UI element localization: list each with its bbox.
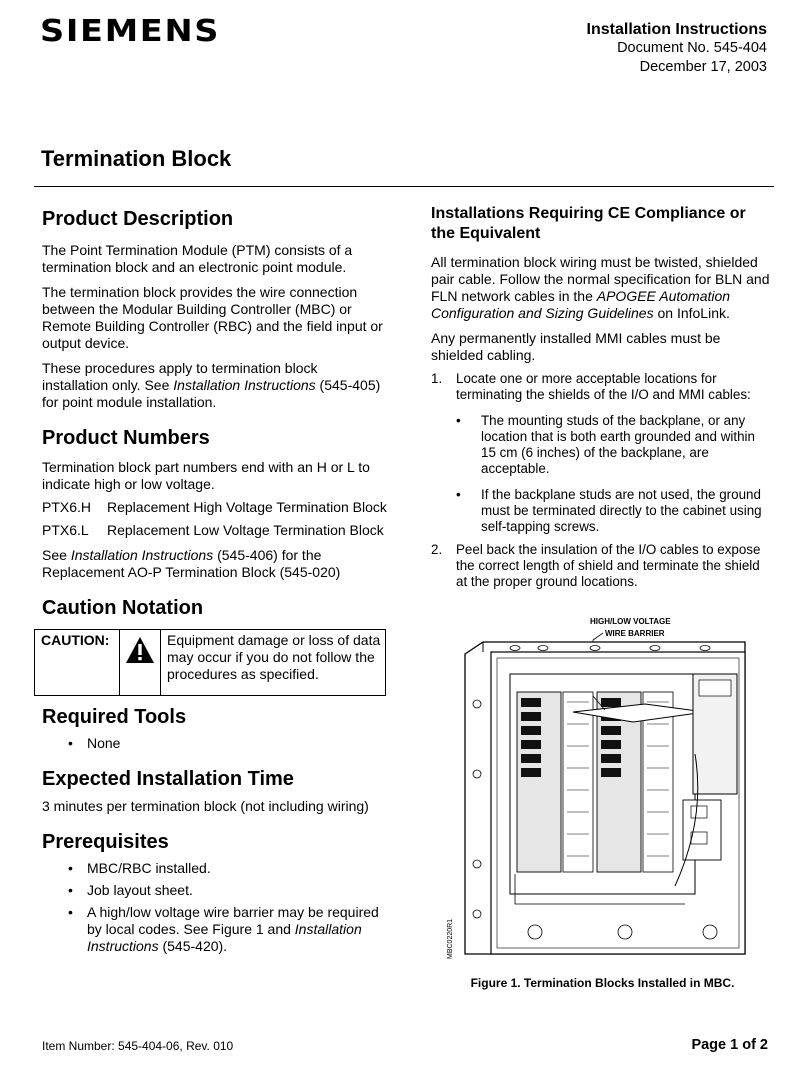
caution-text: Equipment damage or loss of data may occur if you do not follow the procedures as specified. [161, 630, 386, 696]
product-desc: Replacement High Voltage Termination Block [107, 499, 387, 515]
barrier-label-2: WIRE BARRIER [605, 629, 665, 638]
product-description-p2: The termination block provides the wire connection between the Modular Building Controller (MBC) or Remote Building Controller (RBC) and the field input or output device. [42, 284, 383, 351]
document-header [587, 20, 767, 77]
prerequisites-heading: Prerequisites [42, 831, 169, 853]
bullet-icon: • [456, 413, 461, 428]
product-description-p1: The Point Termination Module (PTM) consists of a termination block and an electronic point module. [42, 242, 353, 275]
warning-triangle-icon [125, 636, 155, 664]
list-item: • Job layout sheet. [42, 882, 387, 899]
right-column [431, 204, 773, 590]
list-item: • None [42, 735, 387, 752]
product-description-p3: These procedures apply to termination block installation only. See Installation Instructions (545-405) for point module installation. [42, 360, 381, 410]
caution-table [34, 629, 386, 696]
product-code: PTX6.L [42, 522, 89, 538]
step-1-sub-1: • The mounting studs of the backplane, or any location that is both earth grounded and within 15 cm (6 inches) of the backplane, are acceptable. [431, 413, 773, 477]
list-item: • A high/low voltage wire barrier may be required by local codes. See Figure 1 and Installation Instructions (545-420). [42, 904, 387, 955]
footer-page-number: Page 1 of 2 [691, 1037, 768, 1053]
bullet-icon: • [68, 904, 73, 920]
step-1-sub-2: • If the backplane studs are not used, the ground must be terminated directly to the cabinet using self-tapping screws. [431, 487, 773, 535]
product-number-row [42, 499, 387, 516]
required-tools-heading: Required Tools [42, 706, 187, 728]
install-time-heading: Expected Installation Time [42, 768, 294, 790]
bullet-icon: • [68, 860, 73, 876]
step-1: 1. Locate one or more acceptable locations for terminating the shields of the I/O and MMI cables: [431, 371, 751, 402]
bullet-icon: • [68, 882, 73, 898]
product-code: PTX6.H [42, 499, 92, 515]
bullet-icon: • [68, 735, 73, 751]
doc-date: December 17, 2003 [639, 59, 767, 75]
install-time-text: 3 minutes per termination block (not including wiring) [42, 798, 369, 814]
figure-caption: Figure 1. Termination Blocks Installed in MBC. [470, 976, 735, 990]
doc-type: Installation Instructions [586, 21, 767, 38]
figure-mbc-illustration [447, 614, 775, 964]
barrier-label-1: HIGH/LOW VOLTAGE [590, 617, 671, 626]
product-desc: Replacement Low Voltage Termination Block [107, 522, 384, 538]
left-column [42, 206, 387, 955]
product-description-heading: Product Description [42, 208, 234, 230]
product-numbers-heading: Product Numbers [42, 427, 210, 449]
ce-p1: All termination block wiring must be twisted, shielded pair cable. Follow the normal specification for BLN and FLN network cables in the APOGEE Automation Configuration and Sizing Guidelines on InfoLink. [431, 254, 770, 321]
siemens-logo: SIEMENS [40, 14, 221, 49]
bullet-icon: • [456, 487, 461, 502]
title-rule [34, 186, 774, 187]
product-numbers-intro: Termination block part numbers end with an H or L to indicate high or low voltage. [42, 459, 370, 492]
mbc-cabinet-drawing [447, 614, 775, 964]
caution-heading: Caution Notation [42, 597, 204, 619]
doc-number: Document No. 545-404 [617, 40, 767, 56]
product-number-row [42, 522, 387, 539]
list-item: • MBC/RBC installed. [42, 860, 387, 877]
product-numbers-see: See Installation Instructions (545-406) for the Replacement AO-P Termination Block (545-020) [42, 547, 341, 580]
ce-heading: Installations Requiring CE Compliance or the Equivalent [431, 205, 746, 242]
figure-side-code: MBC0220R1 [447, 918, 454, 959]
page-title: Termination Block [41, 146, 232, 171]
ce-p2: Any permanently installed MMI cables must be shielded cabling. [431, 330, 721, 363]
caution-label: CAUTION: [35, 630, 120, 696]
footer-item-number: Item Number: 545-404-06, Rev. 010 [42, 1039, 234, 1053]
step-2: 2. Peel back the insulation of the I/O cables to expose the correct length of shield and terminate the shield at the proper ground locations. [431, 542, 761, 589]
